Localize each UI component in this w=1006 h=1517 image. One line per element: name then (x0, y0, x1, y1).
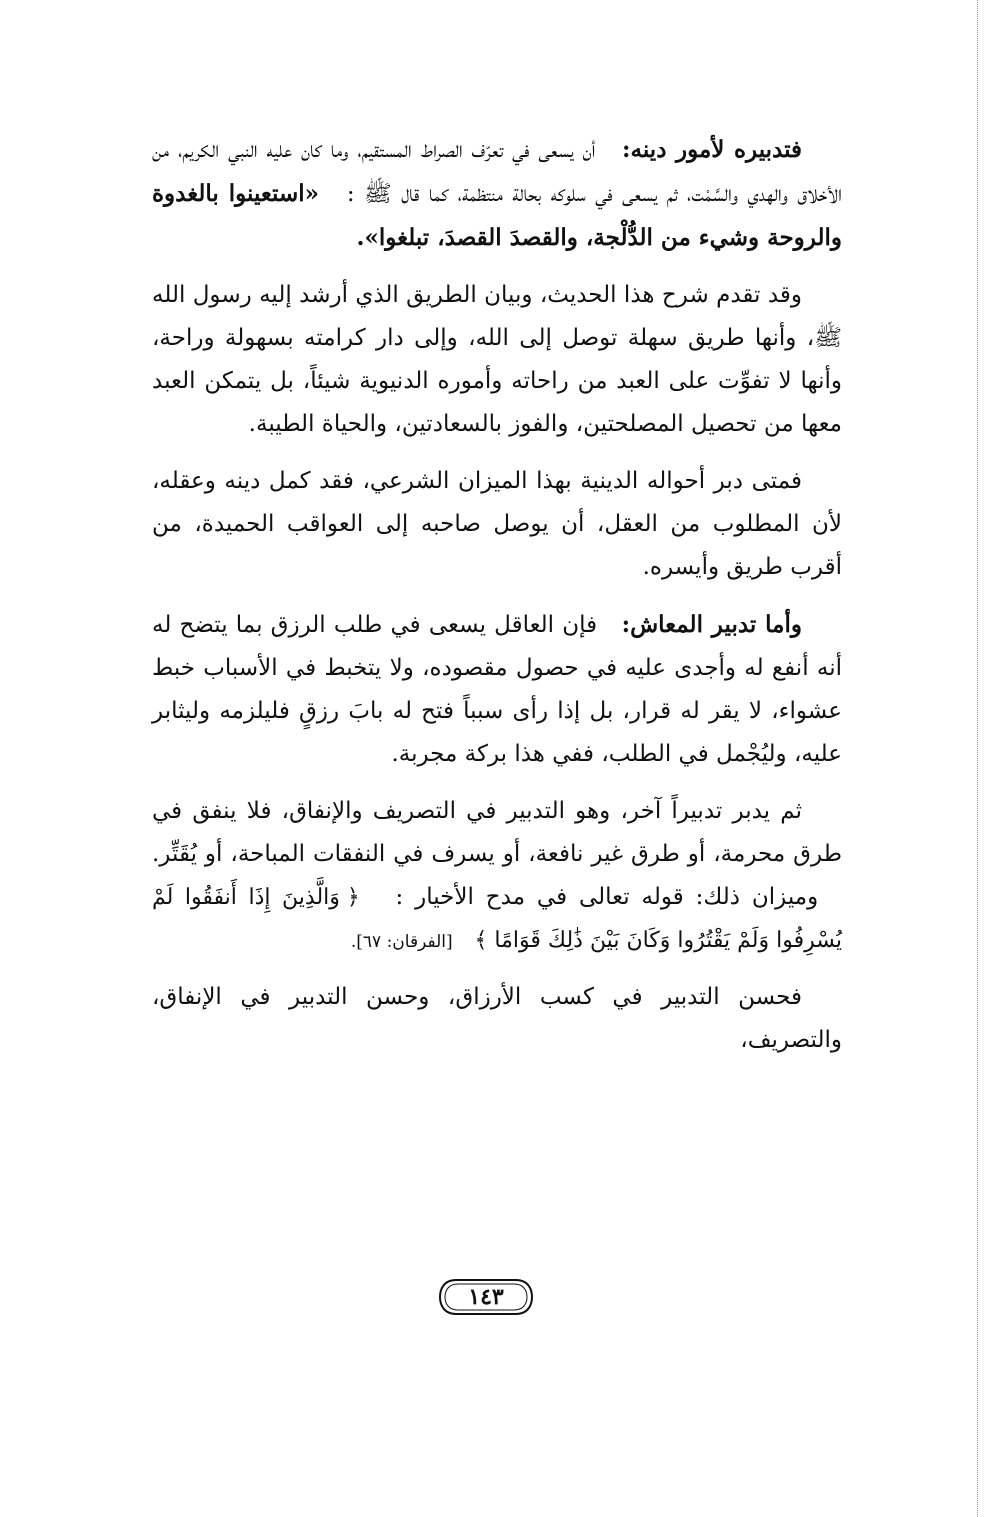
paragraph-lead: فتدبيره لأمور دينه: (622, 136, 803, 163)
page-number-ornament (438, 1277, 534, 1317)
paragraph-text: أن يسعى في تعرّف الصراط المستقيم، وما كان عليه النبي الكريم، من الأخلاق والهدي والسَّمْت، ثم يسعى في سلوكه بحالة منتظمة، كما قال ﷺ : (152, 137, 842, 207)
hadith-quote: «استعينوا بالغدوة والروحة وشيء من الدُّلْجة، والقصدَ القصدَ، تبلغوا». (152, 180, 842, 251)
paragraph-good-planning (152, 976, 842, 1062)
paragraph-livelihood-planning (152, 603, 842, 776)
body-text (152, 128, 842, 1076)
paragraph-text: ثم يدبر تدبيراً آخر، وهو التدبير في التصريف والإنفاق، فلا ينفق في طرق محرمة، أو طرق غير نافعة، أو يسرف في النفقات المباحة، أو يُقَتِّر. (152, 798, 842, 867)
quran-verse: ﴿ وَالَّذِينَ إِذَا أَنفَقُوا لَمْ يُسْرِفُوا وَلَمْ يَقْتُرُوا وَكَانَ بَيْنَ ذَٰلِكَ قَوَامًا ﴾ (152, 885, 842, 953)
paragraph-hadith-explanation (152, 274, 842, 446)
paragraph-text: فإن العاقل يسعى في طلب الرزق بما يتضح له أنه أنفع له وأجدى عليه في حصول مقصوده، ولا يتخبط في الأسباب خبط عشواء، لا يقر له قرار، بل إذا رأى سبباً فتح له بابَ رزقٍ فليلزمه وليثابر عليه، وليُجْمل في الطلب، ففي هذا بركة مجربة. (152, 612, 842, 767)
paragraph-sharia-balance (152, 460, 842, 589)
paragraph-spending-planning (152, 790, 842, 964)
paragraph-religious-planning (152, 128, 842, 260)
page-edge-divider (977, 0, 978, 1517)
paragraph-text: وقد تقدم شرح هذا الحديث، وبيان الطريق الذي أرشد إليه رسول الله ﷺ، وأنها طريق سهلة توصل إلى الله، وإلى دار كرامته بسهولة وراحة، وأنها لا تفوِّت على العبد من راحاته وأموره الدنيوية شيئاً، بل يتمكن العبد معها من تحصيل المصلحتين، والفوز بالسعادتين، والحياة الطيبة. (152, 282, 842, 437)
page-number: ١٤٣ (468, 1284, 504, 1310)
quran-intro: وميزان ذلك: قوله تعالى في مدح الأخيار : (395, 884, 819, 910)
paragraph-text: فحسن التدبير في كسب الأرزاق، وحسن التدبير في الإنفاق، والتصريف، (152, 984, 842, 1053)
paragraph-text: فمتى دبر أحواله الدينية بهذا الميزان الشرعي، فقد كمل دينه وعقله، لأن المطلوب من العقل، أن يوصل صاحبه إلى العواقب الحميدة، من أقرب طريق وأيسره. (152, 468, 842, 580)
quran-reference: [الفرقان: ٦٧]. (350, 932, 453, 952)
paragraph-lead: وأما تدبير المعاش: (621, 611, 802, 638)
